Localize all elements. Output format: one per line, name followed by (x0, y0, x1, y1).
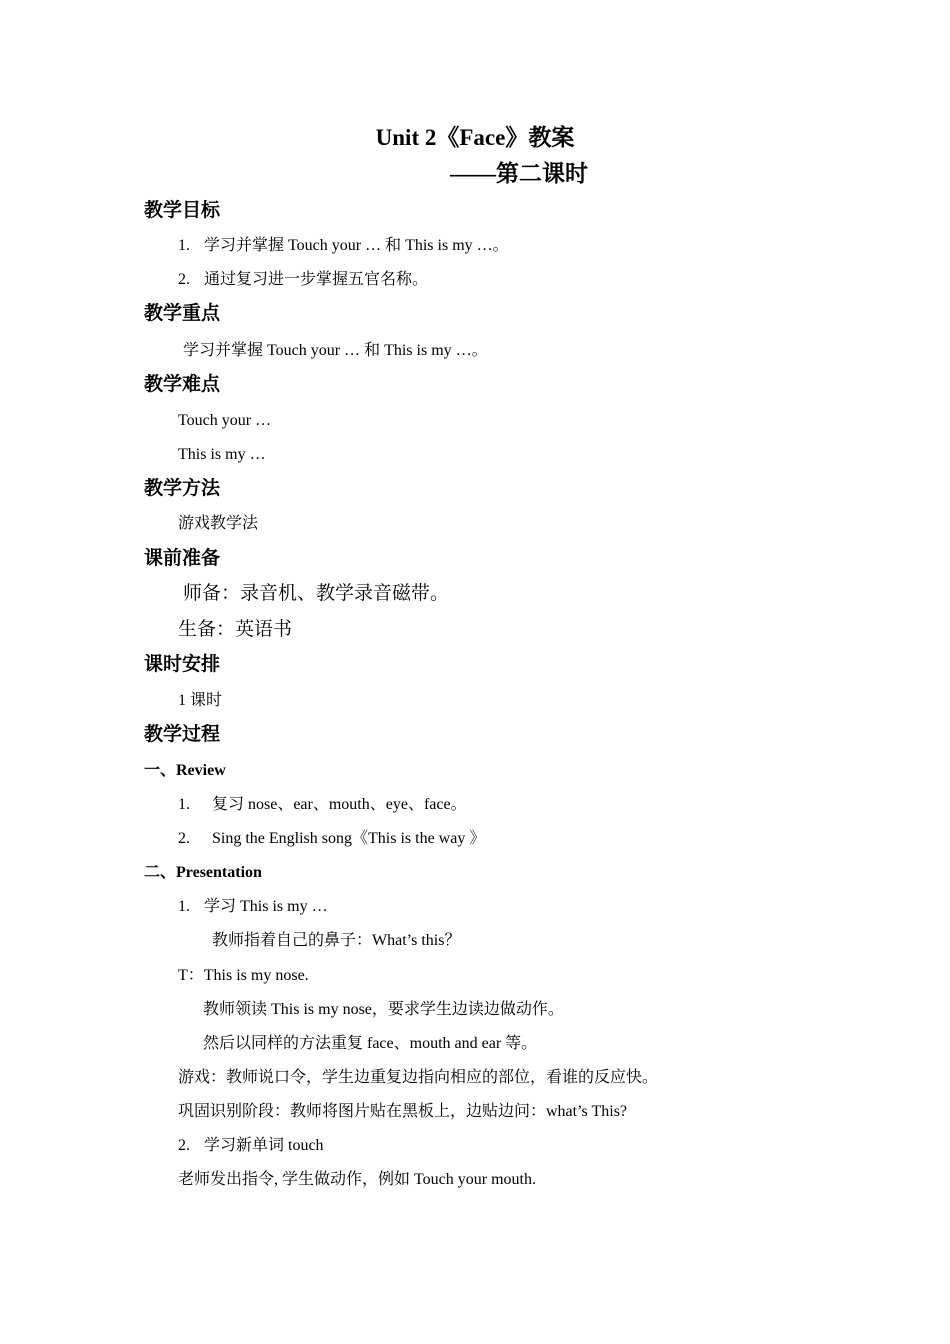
review-item (178, 797, 467, 813)
method-text: 游戏教学法 (178, 515, 259, 532)
item-text: 通过复习进一步掌握五官名称。 (204, 271, 429, 288)
item-text: 学习并掌握 Touch your … 和 This is my …。 (204, 237, 509, 254)
presentation-line: 游戏：教师说口令，学生边重复边指向相应的部位，看谁的反应快。 (178, 1069, 659, 1086)
student-preparation: 生备：英语书 (178, 619, 293, 640)
document-title: Unit 2《Face》教案 (375, 125, 575, 150)
presentation-line: 然后以同样的方法重复 face、mouth and ear 等。 (203, 1035, 538, 1052)
heading-schedule: 课时安排 (144, 654, 221, 675)
presentation-line: 巩固识别阶段：教师将图片贴在黑板上，边贴边问：what’s This? (178, 1103, 628, 1120)
item-number: 2. (178, 1137, 190, 1154)
presentation-line: 老师发出指令, 学生做动作，例如 Touch your mouth. (178, 1171, 536, 1188)
objective-item (178, 272, 428, 288)
review-item (178, 831, 485, 847)
presentation-line: 教师指着自己的鼻子：What’s this？ (212, 932, 461, 949)
schedule-text: 1 课时 (178, 692, 223, 709)
review-label: 一、Review (144, 762, 226, 779)
heading-method: 教学方法 (144, 478, 221, 499)
heading-preparation: 课前准备 (144, 548, 221, 569)
item-number: 1. (178, 237, 190, 254)
item-text: 复习 nose、ear、mouth、eye、face。 (212, 796, 467, 813)
document-subtitle: ——第二课时 (450, 161, 588, 186)
objective-item (178, 238, 509, 254)
item-number: 1. (178, 796, 190, 813)
presentation-label: 二、Presentation (144, 864, 262, 881)
item-number: 1. (178, 898, 190, 915)
item-text: 学习新单词 touch (204, 1137, 324, 1154)
presentation-item (178, 899, 328, 915)
difficulty-line: This is my … (178, 446, 266, 463)
heading-key-points: 教学重点 (144, 303, 221, 324)
key-points-text: 学习并掌握 Touch your … 和 This is my …。 (183, 342, 488, 359)
presentation-line: T：This is my nose. (178, 967, 309, 984)
presentation-item (178, 1138, 324, 1154)
presentation-line: 教师领读 This is my nose，要求学生边读边做动作。 (203, 1001, 564, 1018)
heading-objectives: 教学目标 (144, 200, 221, 221)
item-number: 2. (178, 271, 190, 288)
item-number: 2. (178, 830, 190, 847)
heading-process: 教学过程 (144, 724, 221, 745)
item-text: Sing the English song《This is the way 》 (212, 830, 486, 847)
difficulty-line: Touch your … (178, 412, 272, 429)
teacher-preparation: 师备：录音机、教学录音磁带。 (183, 583, 450, 604)
heading-difficulties: 教学难点 (144, 374, 221, 395)
item-text: 学习 This is my … (204, 898, 328, 915)
